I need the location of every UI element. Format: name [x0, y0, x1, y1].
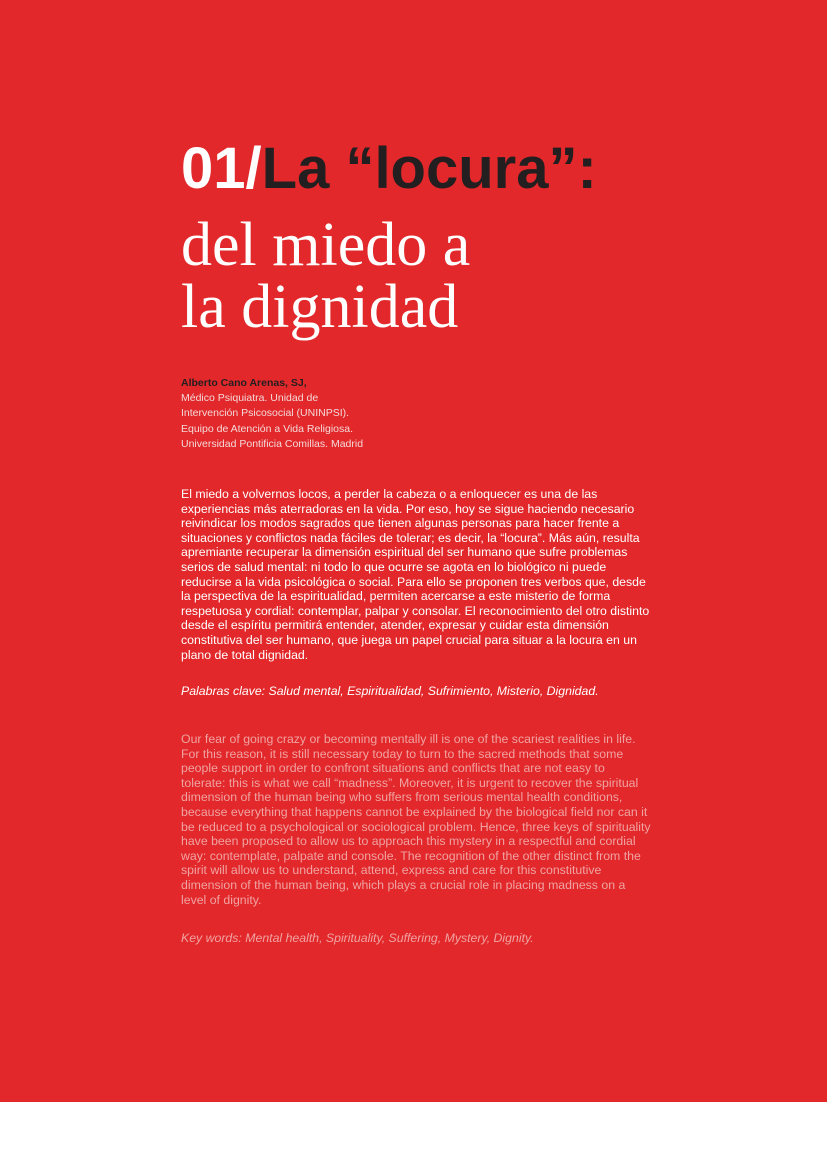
author-affiliation-line: Intervención Psicosocial (UNINPSI).	[181, 407, 350, 420]
author-name: Alberto Cano Arenas, SJ,	[181, 377, 307, 389]
author-affiliation-line: Médico Psiquiatra. Unidad de	[181, 392, 319, 405]
article-subtitle-line: la dignidad	[181, 273, 459, 341]
author-affiliation-line: Equipo de Atención a Vida Religiosa.	[181, 422, 354, 435]
keywords-english: Key words: Mental health, Spirituality, Suffering, Mystery, Dignity.	[181, 931, 534, 945]
article-number: 01/	[181, 136, 262, 201]
author-affiliation-line: Universidad Pontificia Comillas. Madrid	[181, 437, 364, 450]
abstract-spanish: El miedo a volvernos locos, a perder la cabeza o a enloquecer es una de las experiencias más aterradoras en la vida. Por eso, hoy se sigue haciendo necesario reivindicar los modos sagrados que tienen algunas personas para hacer frente a situaciones y conflictos nada fáciles de tolerar; es decir, la “locura”. Más aún, resulta apremiante recuperar la dimensión espiritual del ser humano que sufre problemas serios de salud mental: ni todo lo que ocurre se agota en lo biológico ni puede reducirse a la vida psicológica o social. Para ello se proponen tres verbos que, desde la perspectiva de la espiritualidad, permiten acercarse a este misterio de forma respetuosa y cordial: contemplar, palpar y consolar. El reconocimiento del otro distinto desde el espíritu permitirá entender, atender, expresar y cuidar esta dimensión constitutiva del ser humano, que juega un papel crucial para situar a la locura en un plano de total dignidad.	[181, 487, 650, 662]
article-title-main: La “locura”:	[261, 136, 597, 201]
article-subtitle-line: del miedo a	[181, 211, 471, 279]
article-subtitle	[181, 211, 781, 341]
abstract-english: Our fear of going crazy or becoming mentally ill is one of the scariest realities in life. For this reason, it is still necessary today to turn to the sacred methods that some people support in order to confront situations and conflicts that are not easy to tolerate: this is what we call “madness”. Moreover, it is urgent to recover the spiritual dimension of the human being who suffers from serious mental health conditions, because everything that happens cannot be explained by the biological field nor can it be reduced to a psychological or sociological problem. Hence, three keys of spirituality have been proposed to allow us to approach this mystery in a respectful and cordial way: contemplate, palpate and console. The recognition of the other distinct from the spirit will allow us to understand, attend, express and care for this constitutive dimension of the human being, which plays a crucial role in placing madness on a level of dignity.	[181, 732, 651, 907]
article-title	[181, 136, 597, 202]
author-block	[181, 376, 441, 452]
keywords-spanish: Palabras clave: Salud mental, Espiritualidad, Sufrimiento, Misterio, Dignidad.	[181, 684, 599, 698]
page-footer-margin	[0, 1102, 827, 1169]
